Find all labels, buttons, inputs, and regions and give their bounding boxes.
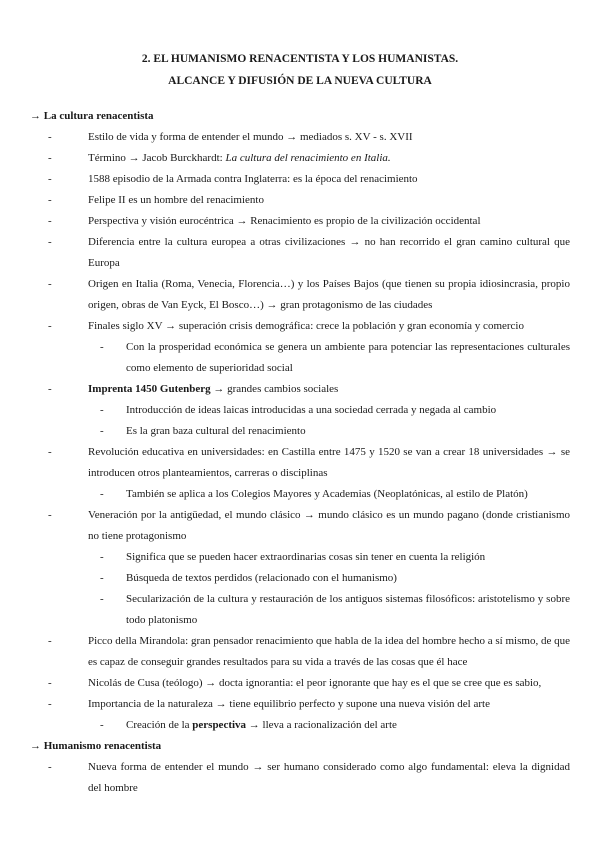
list-item: - 1588 episodio de la Armada contra Inglaterra: es la época del renacimiento bbox=[88, 169, 570, 190]
list-item: - Imprenta 1450 Gutenberg → grandes cambios sociales - Introducción de ideas laicas introducidas a una sociedad cerrada y negada al cambio - Es la gran baza cultural del renacimiento bbox=[88, 379, 570, 442]
list-item: - Veneración por la antigüedad, el mundo clásico → mundo clásico es un mundo pagano (donde cristianismo no tiene protagonismo - Significa que se pueden hacer extraordinarias cosas sin tener en cuenta la religión - Búsqueda de textos perdidos (relacionado con el humanismo) - Secularización de la cultura y restauración de los antiguos sistemas filosóficos: aristotelismo y sobre todo platonismo bbox=[88, 505, 570, 631]
sub-list-item: - Con la prosperidad económica se genera un ambiente para potenciar las representaciones culturales como elemento de superioridad social bbox=[126, 337, 570, 379]
sub-list-item: - Creación de la perspectiva → lleva a racionalización del arte bbox=[126, 715, 570, 736]
sub-list-item: - Es la gran baza cultural del renacimiento bbox=[126, 421, 570, 442]
list-item: - Picco della Mirandola: gran pensador renacimiento que habla de la idea del hombre hecho a sí mismo, de que es capaz de conseguir grandes resultados para su vida a través de las cosas que él hace bbox=[88, 631, 570, 673]
sub-list-item: - Significa que se pueden hacer extraordinarias cosas sin tener en cuenta la religión bbox=[126, 547, 570, 568]
sub-bullet-list bbox=[88, 715, 570, 736]
list-item: - Diferencia entre la cultura europea a otras civilizaciones → no han recorrido el gran camino cultural que Europa bbox=[88, 232, 570, 274]
sub-bullet-list bbox=[88, 547, 570, 631]
sub-bullet-list bbox=[88, 337, 570, 379]
list-item: - Nicolás de Cusa (teólogo) → docta ignorantia: el peor ignorante que hay es el que se cree que es sabio, bbox=[88, 673, 570, 694]
list-item: - Felipe II es un hombre del renacimiento bbox=[88, 190, 570, 211]
bullet-list bbox=[30, 127, 570, 736]
book-title: La cultura del renacimiento en Italia. bbox=[225, 152, 391, 164]
list-item: - Nueva forma de entender el mundo → ser humano considerado como algo fundamental: eleva la dignidad del hombre bbox=[88, 757, 570, 799]
sub-list-item: - Introducción de ideas laicas introducidas a una sociedad cerrada y negada al cambio bbox=[126, 400, 570, 421]
sub-bullet-list bbox=[88, 400, 570, 442]
section-heading-humanismo: → Humanismo renacentista bbox=[30, 740, 162, 752]
sub-list-item: - Secularización de la cultura y restauración de los antiguos sistemas filosóficos: aristotelismo y sobre todo platonismo bbox=[126, 589, 570, 631]
list-item: - Término → Jacob Burckhardt: La cultura del renacimiento en Italia. bbox=[88, 148, 570, 169]
section-heading-cultura: → La cultura renacentista bbox=[30, 110, 154, 122]
list-item: - Revolución educativa en universidades: en Castilla entre 1475 y 1520 se van a crear 18 universidades → se introducen otros planteamientos, carreras o disciplinas - También se aplica a los Colegios Mayores y Academias (Neoplatónicas, al estilo de Platón) bbox=[88, 442, 570, 505]
list-item: - Importancia de la naturaleza → tiene equilibrio perfecto y supone una nueva visión del arte - Creación de la perspectiva → lleva a racionalización del arte bbox=[88, 694, 570, 736]
bullet-list bbox=[30, 757, 570, 799]
list-item: - Finales siglo XV → superación crisis demográfica: crece la población y gran economía y comercio - Con la prosperidad económica se genera un ambiente para potenciar las representaciones culturales como elemento de superioridad social bbox=[88, 316, 570, 379]
title-line-1: 2. EL HUMANISMO RENACENTISTA Y LOS HUMANISTAS. bbox=[141, 53, 459, 65]
document-title bbox=[30, 48, 570, 92]
sub-bullet-list bbox=[88, 484, 570, 505]
list-item: - Estilo de vida y forma de entender el mundo → mediados s. XV - s. XVII bbox=[88, 127, 570, 148]
sub-list-item: - Búsqueda de textos perdidos (relacionado con el humanismo) bbox=[126, 568, 570, 589]
sub-list-item: - También se aplica a los Colegios Mayores y Academias (Neoplatónicas, al estilo de Platón) bbox=[126, 484, 570, 505]
list-item: - Perspectiva y visión eurocéntrica → Renacimiento es propio de la civilización occidental bbox=[88, 211, 570, 232]
list-item: - Origen en Italia (Roma, Venecia, Florencia…) y los Países Bajos (que tienen su propia idiosincrasia, propio origen, obras de Van Eyck, El Bosco…) → gran protagonismo de las ciudades bbox=[88, 274, 570, 316]
title-line-2: ALCANCE Y DIFUSIÓN DE LA NUEVA CULTURA bbox=[168, 75, 432, 87]
